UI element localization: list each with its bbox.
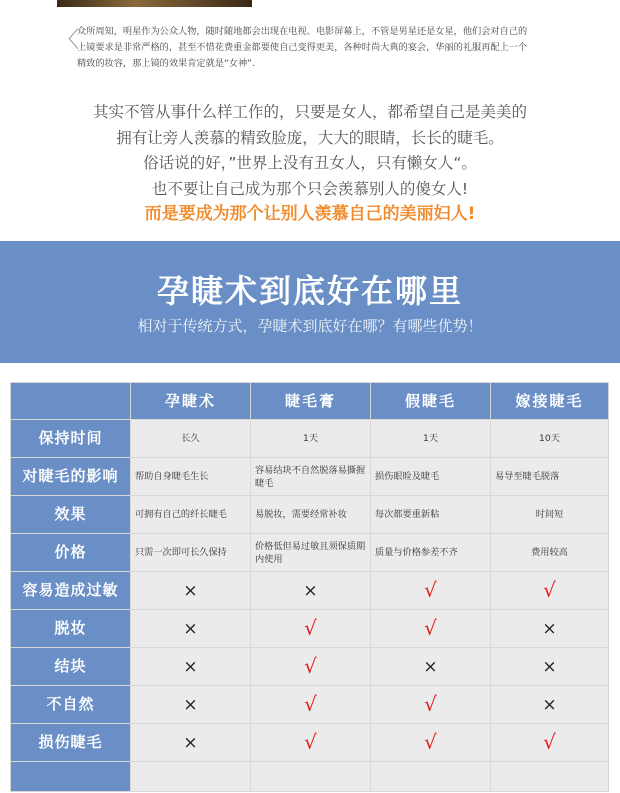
check-mark-icon: √ [424,616,437,640]
row-header: 对睫毛的影响 [11,458,131,496]
table-header-row [11,383,609,420]
table-cell [131,762,251,792]
table-cell: 时间短 [491,496,609,534]
table-cell [131,610,251,648]
quote-line: 拥有让旁人羡慕的精致脸庞，大大的眼睛，长长的睫毛。 [116,128,504,147]
table-cell: 费用较高 [491,534,609,572]
row-header: 结块 [11,648,131,686]
column-header: 睫毛膏 [251,383,371,420]
cross-mark-icon: × [183,657,198,677]
column-header: 嫁接睫毛 [491,383,609,420]
table-cell: 容易结块不自然脱落易撕握睫毛 [251,458,371,496]
banner-subtitle: 相对于传统方式，孕睫术到底好在哪？有哪些优势！ [137,317,483,335]
check-mark-icon: √ [424,730,437,754]
table-cell: 易脱妆，需要经常补妆 [251,496,371,534]
row-header: 脱妆 [11,610,131,648]
cross-mark-icon: × [183,695,198,715]
banner-title: 孕睫术到底好在哪里 [156,272,463,310]
table-cell [251,762,371,792]
table-cell: 1天 [371,420,491,458]
cross-mark-icon: × [542,657,557,677]
table-row [11,534,609,572]
table-cell: 1天 [251,420,371,458]
table-empty-row [11,762,609,792]
column-header: 假睫毛 [371,383,491,420]
table-cell [371,762,491,792]
table-row [11,610,609,648]
table-row [11,724,609,762]
table-row [11,648,609,686]
intro-paragraph [77,24,597,72]
table-row [11,458,609,496]
table-cell: 易导至睫毛脱落 [491,458,609,496]
chevron-left-icon: 〈 [57,28,80,53]
intro-line: 众所周知，明星作为公众人物，随时随地都会出现在电视、电影屏幕上，不管是男星还是女星，他们会对自己的 [77,26,528,37]
check-mark-icon: √ [304,692,317,716]
table-cell [251,648,371,686]
table-cell [131,724,251,762]
cross-mark-icon: × [183,733,198,753]
check-mark-icon: √ [304,654,317,678]
table-cell: 只需一次即可长久保持 [131,534,251,572]
table-cell [491,762,609,792]
cross-mark-icon: × [303,581,318,601]
check-mark-icon: √ [424,692,437,716]
check-mark-icon: √ [304,730,317,754]
table-cell [491,572,609,610]
top-photo-strip [57,0,252,7]
cross-mark-icon: × [542,695,557,715]
row-header: 效果 [11,496,131,534]
table-cell [371,724,491,762]
table-cell [251,610,371,648]
check-mark-icon: √ [304,616,317,640]
table-cell [491,686,609,724]
table-cell: 可拥有自己的纤长睫毛 [131,496,251,534]
table-cell [131,686,251,724]
table-row [11,496,609,534]
section-banner [0,241,620,363]
table-cell: 损伤眼睑及睫毛 [371,458,491,496]
quote-line: 俗话说的好，”世界上没有丑女人，只有懒女人“。 [143,154,477,172]
table-cell [131,572,251,610]
table-cell [371,648,491,686]
cross-mark-icon: × [542,619,557,639]
table-cell [251,686,371,724]
table-cell: 质量与价格参差不齐 [371,534,491,572]
table-cell [491,648,609,686]
row-header: 价格 [11,534,131,572]
table-row [11,572,609,610]
table-corner-cell [11,383,131,420]
check-mark-icon: √ [543,578,556,602]
comparison-table [10,382,609,792]
check-mark-icon: √ [424,578,437,602]
quote-highlight: 而是要成为那个让别人羡慕自己的美丽妇人! [144,204,476,224]
intro-line: 上镜要求是非常严格的，甚至不惜花费重金都要使自己变得更美，各种时尚大典的宴会，华丽的礼服再配上一个 [77,42,528,53]
table-cell: 帮助自身睫毛生长 [131,458,251,496]
table-cell [491,610,609,648]
cross-mark-icon: × [183,619,198,639]
table-cell [371,610,491,648]
table-cell: 10天 [491,420,609,458]
check-mark-icon: √ [543,730,556,754]
table-cell [131,648,251,686]
table-row [11,420,609,458]
intro-line: 精致的妆容，那上镜的效果肯定就是“女神”. [77,58,255,69]
table-cell: 长久 [131,420,251,458]
row-header: 容易造成过敏 [11,572,131,610]
column-header: 孕睫术 [131,383,251,420]
quote-line: 其实不管从事什么样工作的，只要是女人，都希望自己是美美的 [92,103,527,121]
table-cell: 价格低但易过敏且须保质期内使用 [251,534,371,572]
row-header: 损伤睫毛 [11,724,131,762]
table-cell [251,724,371,762]
table-cell [491,724,609,762]
cross-mark-icon: × [183,581,198,601]
quote-block [0,100,620,228]
row-header: 保持时间 [11,420,131,458]
quote-line: 也不要让自己成为那个只会羡慕别人的傻女人! [151,179,469,198]
cross-mark-icon: × [423,657,438,677]
table-cell: 每次都要重新粘 [371,496,491,534]
table-cell [251,572,371,610]
table-row [11,686,609,724]
table-cell [11,762,131,792]
row-header: 不自然 [11,686,131,724]
table-cell [371,572,491,610]
table-cell [371,686,491,724]
